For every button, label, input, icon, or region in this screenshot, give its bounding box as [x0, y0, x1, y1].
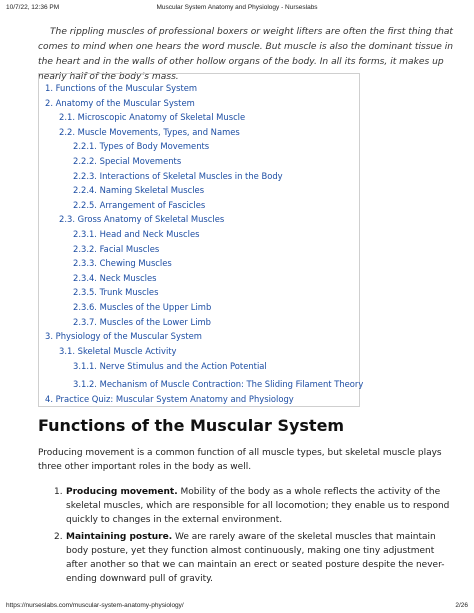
- toc-link-muscle-movements[interactable]: 2.2. Muscle Movements, Types, and Names: [59, 126, 240, 137]
- section-paragraph: Producing movement is a common function of all muscle types, but skeletal muscle plays three other important roles in the body as well.: [38, 448, 442, 473]
- toc-link-anatomy[interactable]: 2. Anatomy of the Muscular System: [45, 97, 195, 108]
- toc-link-naming-muscles[interactable]: 2.2.4. Naming Skeletal Muscles: [73, 185, 205, 196]
- list-item-number: 2.: [54, 531, 63, 542]
- toc-link-upper-limb-muscles[interactable]: 2.3.6. Muscles of the Upper Limb: [73, 301, 212, 312]
- print-datetime: 10/7/22, 12:36 PM: [6, 4, 60, 11]
- print-page-number: 2/26: [455, 602, 468, 609]
- toc-link-chewing-muscles[interactable]: 2.3.3. Chewing Muscles: [73, 258, 172, 269]
- intro-paragraph: The rippling muscles of professional boxers or weight lifters are often the first thing that comes to mind when one hears the word muscle. But muscle is also the dominant tissue in the heart and in the walls of other hollow organs of the body. In all its forms, it makes up nearly half of the body’s mass.: [38, 27, 454, 83]
- list-item-term: Producing movement.: [66, 487, 178, 497]
- list-item-text: Mobility of the body as a whole reflects the activity of the skeletal muscles, which are responsible for all locomotion; they enable us to respond quickly to changes in the external environment.: [66, 487, 450, 526]
- print-url: https://nurseslabs.com/muscular-system-anatomy-physiology/: [6, 602, 184, 609]
- table-of-contents: [38, 73, 364, 407]
- toc-link-special-movements[interactable]: 2.2.2. Special Movements: [73, 155, 182, 166]
- toc-link-functions[interactable]: 1. Functions of the Muscular System: [45, 83, 198, 93]
- section-heading: Functions of the Muscular System: [38, 416, 345, 435]
- print-header: [6, 4, 468, 16]
- print-footer: [6, 597, 468, 609]
- toc-link-sliding-filament[interactable]: 3.1.2. Mechanism of Muscle Contraction: The Sliding Filament Theory: [73, 378, 364, 389]
- list-item-number: 1.: [54, 487, 63, 497]
- toc-link-arrangement-of-fascicles[interactable]: 2.2.5. Arrangement of Fascicles: [73, 199, 206, 210]
- toc-link-facial-muscles[interactable]: 2.3.2. Facial Muscles: [73, 243, 160, 254]
- roles-list: [54, 485, 454, 588]
- toc-link-trunk-muscles[interactable]: 2.3.5. Trunk Muscles: [73, 287, 159, 298]
- list-item-text: We are rarely aware of the skeletal muscles that maintain body posture, yet they function almost continuously, making one tiny adjustment after another so that we can maintain an erect or seated posture despite the never-ending downward pull of gravity.: [66, 531, 445, 585]
- toc-link-lower-limb-muscles[interactable]: 2.3.7. Muscles of the Lower Limb: [73, 316, 211, 327]
- toc-link-types-of-body-movements[interactable]: 2.2.1. Types of Body Movements: [73, 141, 210, 152]
- toc-link-neck-muscles[interactable]: 2.3.4. Neck Muscles: [73, 272, 157, 283]
- toc-link-head-neck-muscles[interactable]: 2.3.1. Head and Neck Muscles: [73, 228, 200, 239]
- toc-link-microscopic-anatomy[interactable]: 2.1. Microscopic Anatomy of Skeletal Muscle: [59, 112, 246, 123]
- list-item: [54, 530, 454, 587]
- list-item: [54, 485, 454, 528]
- print-page-title: Muscular System Anatomy and Physiology - Nurseslabs: [156, 4, 318, 11]
- toc-link-skeletal-muscle-activity[interactable]: 3.1. Skeletal Muscle Activity: [59, 345, 177, 356]
- list-item-term: Maintaining posture.: [66, 531, 173, 542]
- toc-link-physiology[interactable]: 3. Physiology of the Muscular System: [45, 331, 202, 342]
- toc-link-gross-anatomy[interactable]: 2.3. Gross Anatomy of Skeletal Muscles: [59, 214, 225, 225]
- toc-link-nerve-stimulus[interactable]: 3.1.1. Nerve Stimulus and the Action Potential: [73, 361, 267, 372]
- toc-link-practice-quiz[interactable]: 4. Practice Quiz: Muscular System Anatomy and Physiology: [45, 394, 294, 405]
- toc-link-interactions[interactable]: 2.2.3. Interactions of Skeletal Muscles in the Body: [73, 170, 283, 181]
